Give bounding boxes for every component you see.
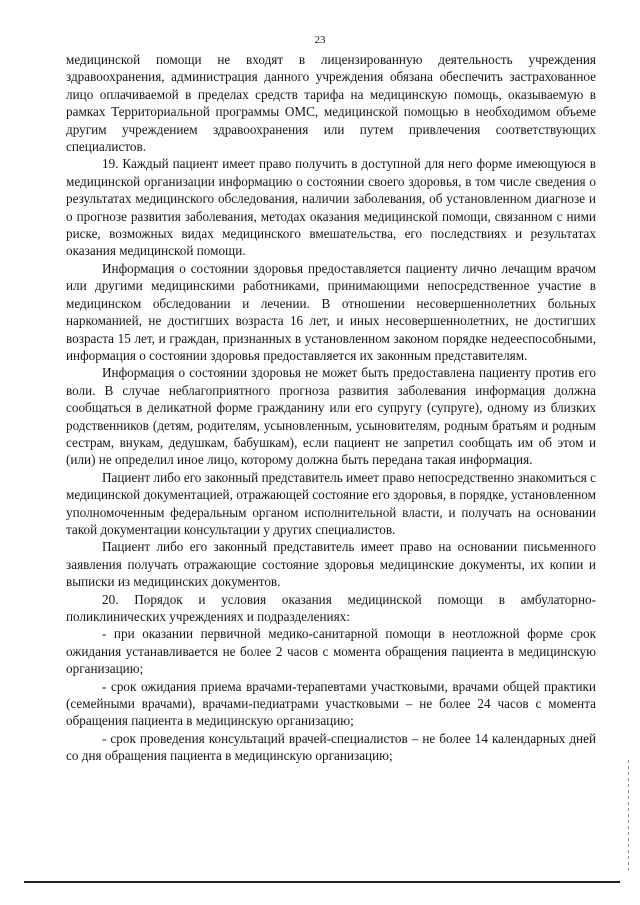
list-item-urgent-care: - при оказании первичной медико-санитарной помощи в неотложной форме срок ожидания устанавливается не более 2 часов с момента обращения пациента в медицинскую организацию; [66,626,596,677]
paragraph-health-info-consent: Информация о состоянии здоровья не может быть предоставлена пациенту против его воли. В случае неблагоприятного прогноза развития заболевания информация должна сообщаться в деликатной форме гражданину или его супругу (супруге), одному из близких родственников (детям, родителям, усыновленным, усыновителям, родным братьям и родным сестрам, внукам, дедушкам, бабушкам), если пациент не запретил сообщать им об этом и (или) не определил иное лицо, которому должна быть передана такая информация. [66,365,596,468]
scan-edge-artifact [628,760,629,870]
paragraph-item-20: 20. Порядок и условия оказания медицинской помощи в амбулаторно-поликлинических учреждениях и подразделениях: [66,591,596,624]
bottom-rule [24,881,620,883]
paragraph-records-access: Пациент либо его законный представитель имеет право непосредственно знакомиться с медицинской документацией, отражающей состояние его здоровья, в порядке, установленном уполномоченным федеральным органом исполнительной власти, и получать на основании такой документации консультации у других специалистов. [66,469,596,537]
list-item-therapist-wait: - срок ожидания приема врачами-терапевтами участковыми, врачами общей практики (семейными врачами), врачами-педиатрами участковыми – не более 24 часов с момента обращения пациента в медицинскую организацию; [66,678,596,729]
paragraph-health-info-provision: Информация о состоянии здоровья предоставляется пациенту лично лечащим врачом или другими медицинскими работниками, принимающими непосредственное участие в медицинском обследовании и лечении. В отношении несовершеннолетних больных наркоманией, не достигших возраста 16 лет, и иных несовершеннолетних, не достигших возраста 15 лет, и граждан, признанных в установленном законом порядке недееспособными, информация о состоянии здоровья предоставляется их законным представителям. [66,260,596,363]
document-body [66,51,596,765]
paragraph-item-19: 19. Каждый пациент имеет право получить в доступной для него форме имеющуюся в медицинской организации информацию о состоянии своего здоровья, в том числе сведения о результатах медицинского обследования, наличии заболевания, об установленном диагнозе и о прогнозе развития заболевания, методах оказания медицинской помощи, связанном с ними риске, возможных видах медицинского вмешательства, его последствиях и результатах оказания медицинской помощи. [66,156,596,259]
page-number: 23 [314,34,326,46]
paragraph-records-copies: Пациент либо его законный представитель имеет право на основании письменного заявления получать отражающие состояние здоровья медицинские документы, их копии и выписки из медицинских документов. [66,539,596,590]
paragraph-continuation: медицинской помощи не входят в лицензированную деятельность учреждения здравоохранения, администрация данного учреждения обязана обеспечить застрахованное лицо оплачиваемой в пределах средств тарифа на медицинскую помощь, оказываемую в рамках Территориальной программы ОМС, медицинской помощью в необходимом объеме другим учреждением здравоохранения или путем привлечения соответствующих специалистов. [66,52,596,155]
list-item-specialist-wait: - срок проведения консультаций врачей-специалистов – не более 14 календарных дней со дня обращения пациента в медицинскую организацию; [66,730,596,764]
